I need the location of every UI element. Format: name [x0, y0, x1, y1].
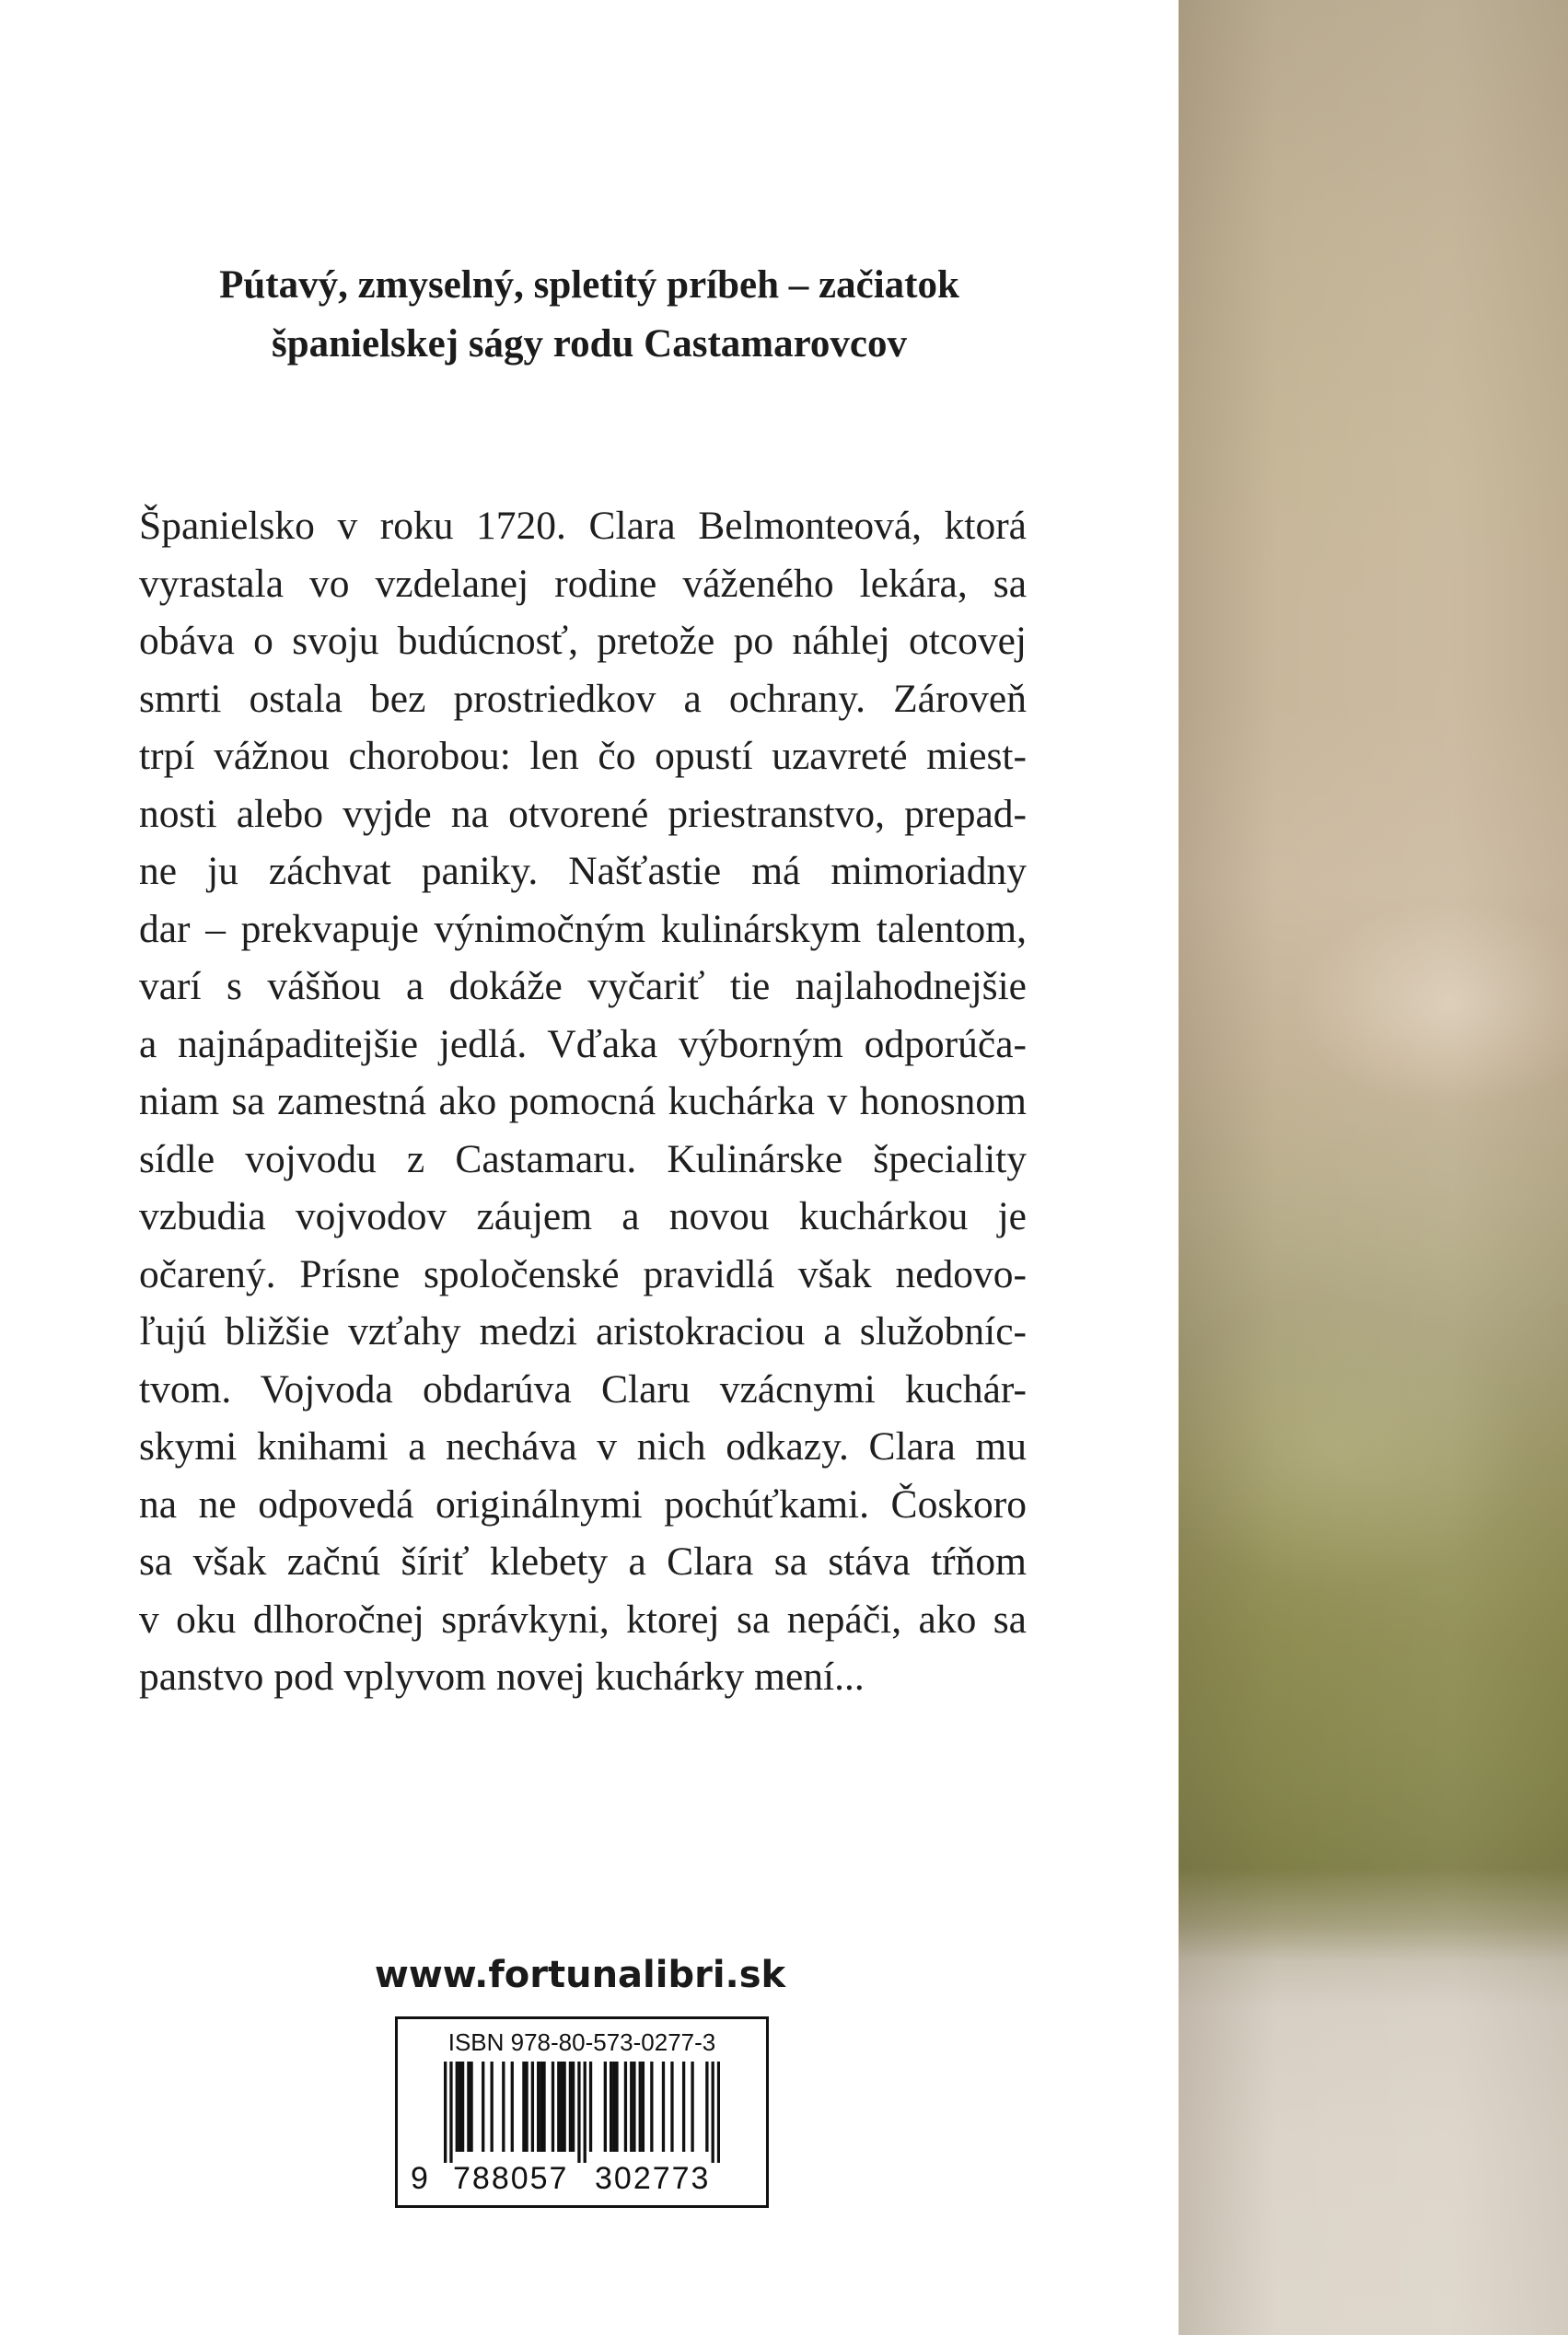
blurb-line: trpí vážnou chorobou: len čo opustí uzavreté miest-	[139, 734, 1027, 778]
cover-photo-strip	[1179, 0, 1568, 2335]
barcode	[444, 2062, 720, 2163]
blurb-line: Španielsko v roku 1720. Clara Belmonteová, ktorá	[139, 504, 1027, 548]
blurb-line: dar – prekvapuje výnimočným kulinárskym talentom,	[139, 906, 1027, 951]
blurb-line: v oku dlhoročnej správkyni, ktorej sa nepáči, ako sa	[139, 1597, 1027, 1642]
barcode-bar	[670, 2062, 673, 2152]
barcode-bar	[612, 2062, 615, 2152]
barcode-bar	[449, 2062, 452, 2163]
barcode-bar	[662, 2062, 665, 2152]
barcode-bar	[444, 2062, 447, 2163]
barcode-bar	[589, 2062, 592, 2152]
barcode-bar	[459, 2062, 461, 2152]
barcode-bar	[461, 2062, 464, 2152]
blurb-line: nosti alebo vyjde na otvorené priestranstvo, prepad-	[139, 791, 1027, 836]
barcode-bar	[531, 2062, 534, 2152]
barcode-bar	[482, 2062, 484, 2152]
barcode-bar	[630, 2062, 633, 2152]
blurb-line: skymi knihami a necháva v nich odkazy. Clara mu	[139, 1424, 1027, 1469]
blurb-line: a najnápaditejšie jedlá. Vďaka výborným odporúča-	[139, 1021, 1027, 1066]
blurb	[139, 497, 1027, 1706]
barcode-bar	[717, 2062, 720, 2163]
barcode-bar	[552, 2062, 554, 2152]
barcode-bar	[624, 2062, 627, 2152]
photo-shade	[1179, 0, 1568, 2335]
barcode-bar	[712, 2062, 714, 2163]
blurb-line: varí s vášňou a dokáže vyčariť tie najlahodnejšie	[139, 964, 1027, 1008]
barcode-bar	[610, 2062, 612, 2152]
barcode-bar	[467, 2062, 470, 2152]
blurb-line: panstvo pod vplyvom novej kuchárky mení...	[139, 1655, 865, 1699]
tagline	[129, 256, 1050, 374]
tagline-line-2: španielskej ságy rodu Castamarovcov	[271, 322, 908, 366]
publisher-website: www.fortunalibri.sk	[374, 1954, 786, 1996]
barcode-bar	[557, 2062, 560, 2152]
barcode-bar	[502, 2062, 505, 2152]
barcode-bar	[542, 2062, 545, 2152]
barcode-bar	[650, 2062, 653, 2152]
barcode-bar	[705, 2062, 708, 2152]
barcode-bar	[642, 2062, 645, 2152]
blurb-line: vzbudia vojvodov záujem a novou kuchárkou je	[139, 1194, 1027, 1238]
blurb-line: ľujú bližšie vzťahy medzi aristokraciou a služobníc-	[139, 1309, 1027, 1353]
blurb-line: sa však začnú šíriť klebety a Clara sa stáva tŕňom	[139, 1539, 1027, 1584]
isbn-digit-group-1: 788057	[453, 2161, 569, 2196]
blurb-line: vyrastala vo vzdelanej rodine váženého lekára, sa	[139, 561, 1027, 606]
barcode-bar	[569, 2062, 572, 2152]
isbn-barcode-box	[395, 2016, 769, 2208]
isbn-digit-group-2: 302773	[595, 2161, 711, 2196]
barcode-bar	[560, 2062, 563, 2152]
isbn-digit-first: 9	[411, 2161, 428, 2196]
barcode-bar	[615, 2062, 618, 2152]
barcode-bar	[491, 2062, 494, 2152]
barcode-bar	[456, 2062, 459, 2152]
barcode-bar	[682, 2062, 685, 2152]
isbn-label: ISBN 978-80-573-0277-3	[447, 2028, 716, 2056]
blurb-line: smrti ostala bez prostriedkov a ochrany. Zároveň	[139, 676, 1027, 721]
barcode-bar	[540, 2062, 542, 2152]
barcode-bar	[691, 2062, 693, 2152]
blurb-line: ne ju záchvat paniky. Našťastie má mimoriadny	[139, 849, 1027, 893]
blurb-line: sídle vojvodu z Castamaru. Kulinárske špeciality	[139, 1136, 1027, 1181]
blurb-line: obáva o svoju budúcnosť, pretože po náhlej otcovej	[139, 619, 1027, 663]
barcode-bar	[525, 2062, 528, 2152]
tagline-line-1: Pútavý, zmyselný, spletitý príbeh – začiatok	[219, 263, 959, 307]
blurb-line: niam sa zamestná ako pomocná kuchárka v honosnom	[139, 1079, 1027, 1123]
barcode-bar	[470, 2062, 472, 2152]
barcode-bar	[537, 2062, 540, 2152]
barcode-bar	[511, 2062, 514, 2152]
blurb-line: očarený. Prísne spoločenské pravidlá však nedovo-	[139, 1251, 1027, 1296]
barcode-bar	[577, 2062, 580, 2163]
barcode-bar	[522, 2062, 525, 2152]
blurb-line: na ne odpovedá originálnymi pochúťkami. Čoskoro	[139, 1481, 1027, 1527]
barcode-bar	[633, 2062, 635, 2152]
barcode-bar	[572, 2062, 575, 2152]
blurb-line: tvom. Vojvoda obdarúva Claru vzácnymi kuchár-	[139, 1366, 1027, 1411]
barcode-bar	[604, 2062, 607, 2152]
barcode-bar	[563, 2062, 565, 2152]
barcode-bar	[639, 2062, 642, 2152]
barcode-bar	[584, 2062, 587, 2163]
